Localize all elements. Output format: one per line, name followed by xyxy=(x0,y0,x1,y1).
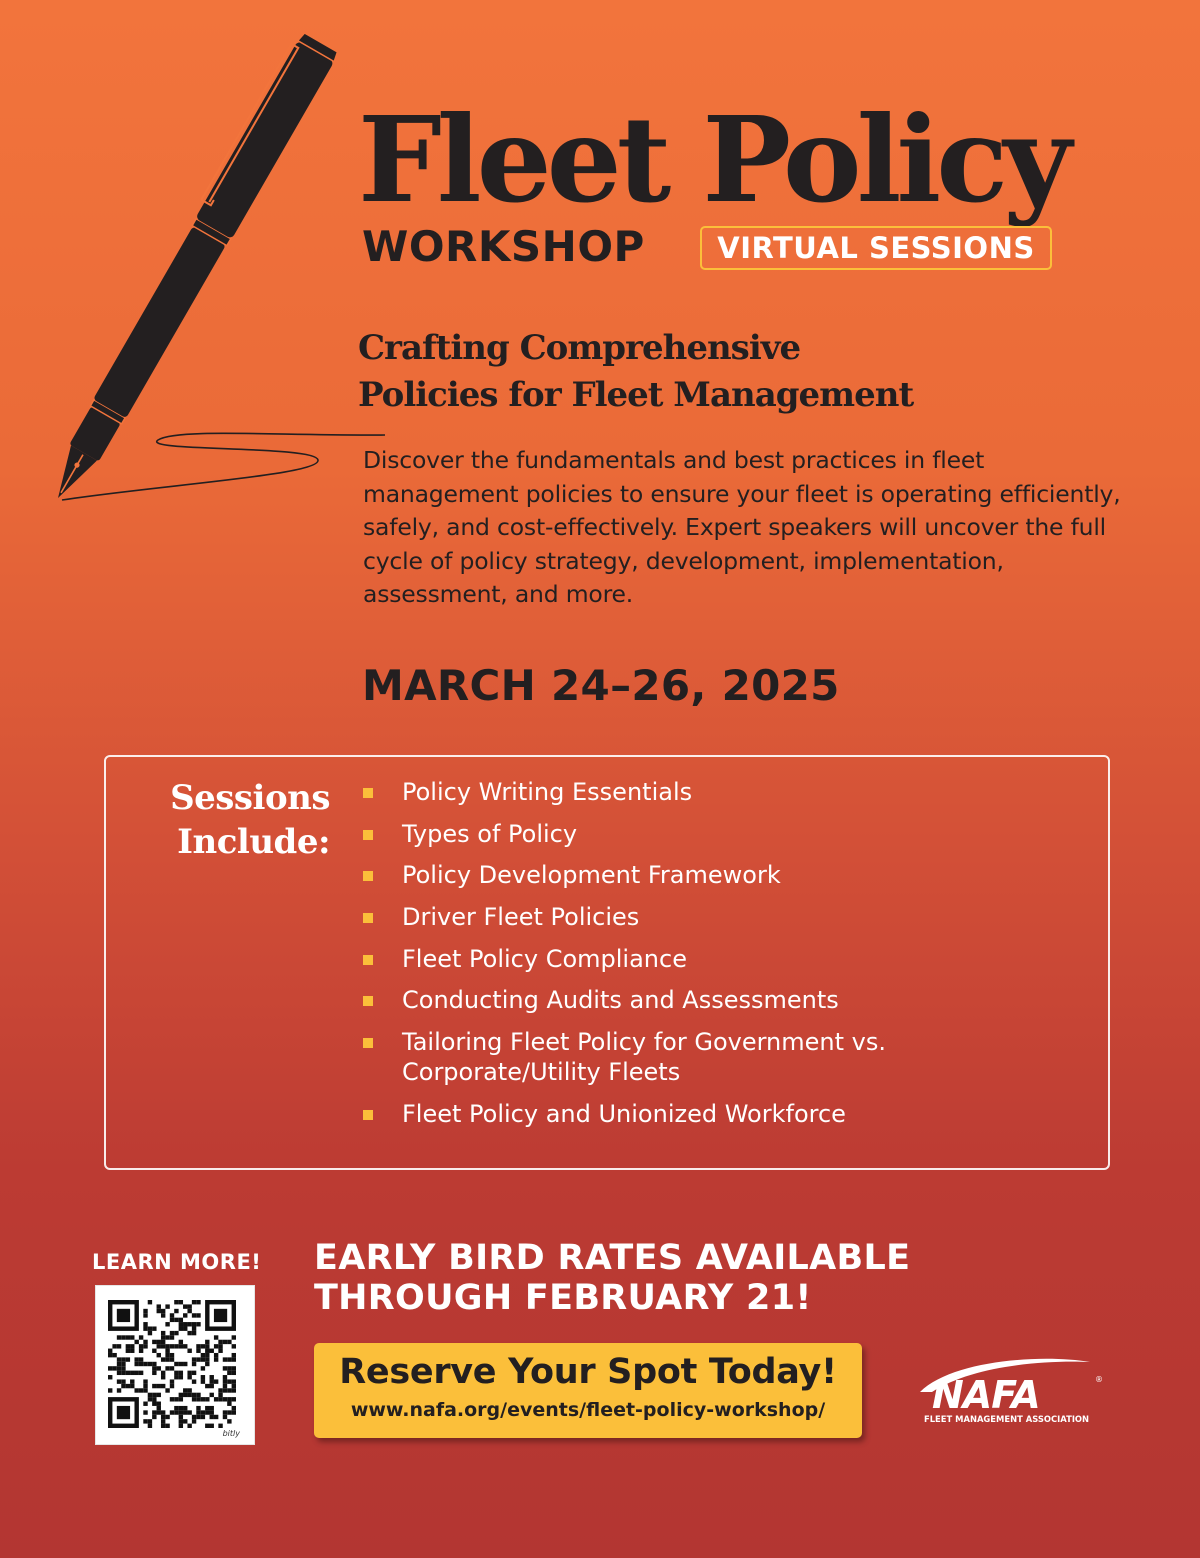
session-item xyxy=(362,985,1082,1015)
svg-text:®: ® xyxy=(1095,1375,1103,1384)
bullet-icon xyxy=(363,955,373,965)
bullet-icon xyxy=(363,871,373,881)
bullet-icon xyxy=(363,788,373,798)
nafa-logo-text: NAFA xyxy=(932,1373,1040,1417)
session-item xyxy=(362,1027,962,1087)
tagline xyxy=(358,325,1058,419)
bullet-icon xyxy=(363,830,373,840)
session-item xyxy=(362,944,1082,974)
reserve-spot-button[interactable] xyxy=(314,1343,862,1438)
session-item-label: Policy Development Framework xyxy=(402,861,781,890)
session-item-label: Policy Writing Essentials xyxy=(402,778,693,806)
qr-code[interactable] xyxy=(95,1285,255,1445)
page-title: Fleet Policy xyxy=(358,90,1067,229)
reserve-spot-label[interactable]: Reserve Your Spot Today! xyxy=(339,1352,837,1392)
early-bird-line-2: THROUGH FEBRUARY 21! xyxy=(314,1278,812,1318)
qr-code-image[interactable] xyxy=(108,1300,236,1428)
session-item-label: Tailoring Fleet Policy for Government vs. Corporate/Utility Fleets xyxy=(402,1028,886,1087)
bullet-icon xyxy=(363,996,373,1006)
session-item xyxy=(362,860,1082,890)
session-item-label: Conducting Audits and Assessments xyxy=(402,986,839,1015)
sessions-heading xyxy=(120,776,330,864)
session-item-label: Fleet Policy and Unionized Workforce xyxy=(402,1099,846,1128)
virtual-sessions-badge: VIRTUAL SESSIONS xyxy=(700,226,1052,270)
session-item xyxy=(362,902,1082,932)
early-bird-line-1: EARLY BIRD RATES AVAILABLE xyxy=(314,1238,911,1278)
learn-more-label: LEARN MORE! xyxy=(92,1250,262,1274)
session-item xyxy=(362,777,1082,807)
early-bird-notice xyxy=(314,1238,934,1318)
sessions-heading-line-2: Include: xyxy=(177,822,330,862)
bullet-icon xyxy=(363,1110,373,1120)
session-item xyxy=(362,1099,1082,1129)
qr-tag: bitly xyxy=(222,1429,240,1438)
session-item-label: Types of Policy xyxy=(402,819,578,848)
registration-link[interactable]: www.nafa.org/events/fleet-policy-workshop/ xyxy=(350,1399,826,1421)
session-item-label: Driver Fleet Policies xyxy=(402,903,640,932)
tagline-line-2: Policies for Fleet Management xyxy=(358,375,914,415)
sessions-list xyxy=(362,777,1082,1141)
nafa-logo xyxy=(912,1352,1102,1432)
event-date: MARCH 24–26, 2025 xyxy=(362,661,840,710)
nafa-logo-subtext: FLEET MANAGEMENT ASSOCIATION xyxy=(924,1414,1090,1424)
fountain-pen-icon xyxy=(40,30,400,520)
description: Discover the fundamentals and best practices in fleet management policies to ensure your fleet is operating efficiently, safely, and cost-effectively. Expert speakers will uncover the full cycle of policy strategy, development, implementation, assessment, and more. xyxy=(363,446,1121,608)
session-item-label: Fleet Policy Compliance xyxy=(402,944,687,973)
bullet-icon xyxy=(363,913,373,923)
workshop-label: WORKSHOP xyxy=(362,222,645,271)
bullet-icon xyxy=(363,1038,373,1048)
session-item xyxy=(362,819,1082,849)
tagline-line-1: Crafting Comprehensive xyxy=(358,328,801,368)
sessions-heading-line-1: Sessions xyxy=(170,778,330,818)
